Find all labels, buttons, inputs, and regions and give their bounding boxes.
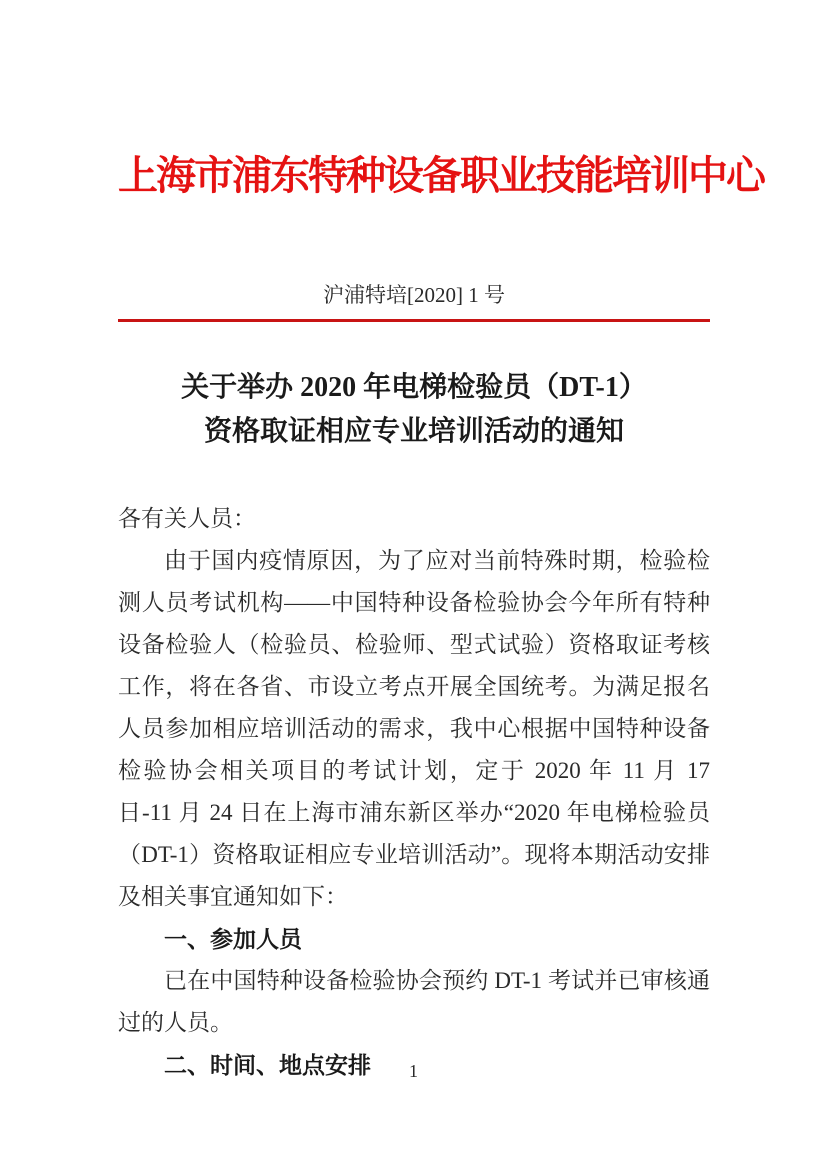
section-1-heading: 一、参加人员 <box>164 926 302 952</box>
document-number: 沪浦特培[2020] 1 号 <box>323 283 505 307</box>
document-title <box>118 366 710 454</box>
document-title-line-2: 资格取证相应专业培训活动的通知 <box>203 416 624 447</box>
section-1-body: 已在中国特种设备检验协会预约 DT-1 考试并已审核通过的人员。 <box>118 968 710 1035</box>
body-paragraph-1: 由于国内疫情原因，为了应对当前特殊时期，检验检测人员考试机构——中国特种设备检验协会今年所有特种设备检验人（检验员、检验师、型式试验）资格取证考核工作，将在各省、市设立考点开展全国统考。为满足报名人员参加相应培训活动的需求，我中心根据中国特种设备检验协会相关项目的考试计划，定于 2020 年 11 月 17 日-11 月 24 日在上海市浦东新区举办“2020 年电梯检验员（DT-1）资格取证相应专业培训活动”。现将本期活动安排及相关事宜通知如下： <box>118 548 710 909</box>
letterhead-org-title: 上海市浦东特种设备职业技能培训中心 <box>118 154 764 198</box>
document-body <box>118 498 710 1086</box>
salutation: 各有关人员： <box>118 506 256 531</box>
page-number: 1 <box>409 1061 418 1081</box>
section-2-heading: 二、时间、地点安排 <box>164 1052 371 1078</box>
document-title-line-1: 关于举办 2020 年电梯检验员（DT-1） <box>181 372 647 403</box>
document-content-column <box>118 150 764 1086</box>
letterhead-red-rule <box>118 319 710 322</box>
